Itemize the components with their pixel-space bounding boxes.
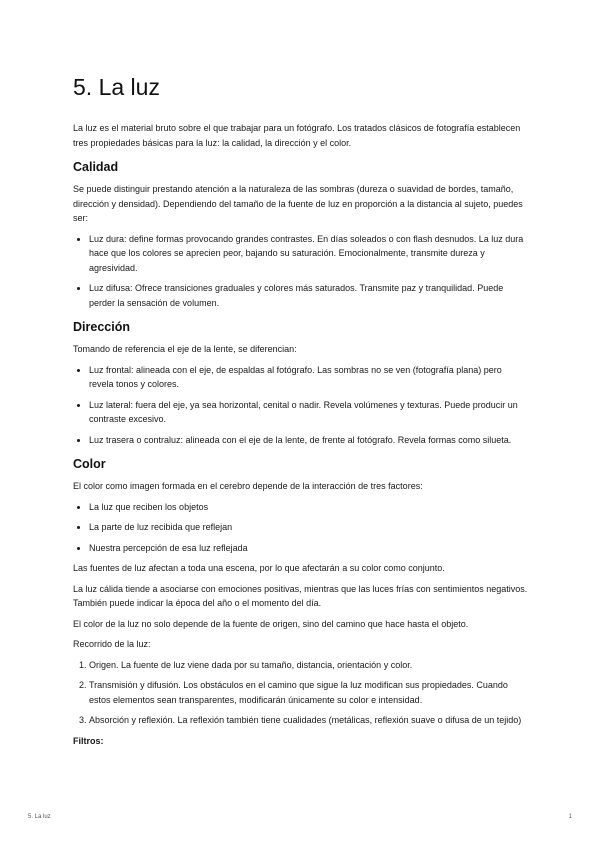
list-item: 3. Absorción y reflexión. La reflexión también tiene cualidades (metálicas, reflexión suave o difusa de un tejido) bbox=[89, 713, 528, 728]
filtros-label: Filtros: bbox=[73, 735, 104, 746]
footer-title: 5. La luz bbox=[28, 814, 51, 820]
list-item: • Luz difusa: Ofrece transiciones graduales y colores más saturados. Transmite paz y tranquilidad. Puede perder la sensación de volumen. bbox=[89, 281, 528, 310]
page-title: 5. La luz bbox=[73, 74, 160, 100]
list-item: • Luz frontal: alineada con el eje, de espaldas al fotógrafo. Las sombras no se ven (fotografía plana) pero revela tonos y colores. bbox=[89, 363, 528, 392]
direccion-list bbox=[73, 363, 528, 448]
recorrido-list bbox=[73, 658, 528, 728]
direccion-paragraph: Tomando de referencia el eje de la lente, se diferencian: bbox=[73, 344, 297, 354]
color-paragraph-3: La luz cálida tiende a asociarse con emociones positivas, mientras que las luces frías con sentimientos negativos. También puede indicar la época del año o el momento del día. bbox=[73, 583, 528, 608]
list-item: • La luz que reciben los objetos bbox=[89, 500, 528, 515]
list-item: 2. Transmisión y difusión. Los obstáculos en el camino que sigue la luz modifican sus propiedades. Cuando estos elementos sean transparentes, modificarán únicamente su color e intensidad. bbox=[89, 678, 528, 707]
list-item: • Luz dura: define formas provocando grandes contrastes. En días soleados o con flash desnudos. La luz dura hace que los colores se aprecien peor, bajando su saturación. Emocionalmente, transmite dureza y agresividad. bbox=[89, 232, 528, 276]
document-page bbox=[73, 74, 528, 754]
page-footer bbox=[28, 814, 572, 820]
section-heading-direccion: Dirección bbox=[73, 320, 130, 334]
list-item: 1. Origen. La fuente de luz viene dada por su tamaño, distancia, orientación y color. bbox=[89, 658, 528, 673]
list-item: • Luz trasera o contraluz: alineada con el eje de la lente, de frente al fotógrafo. Revela formas como silueta. bbox=[89, 433, 528, 448]
section-heading-color: Color bbox=[73, 457, 106, 471]
page-number: 1 bbox=[568, 814, 572, 820]
color-paragraph-2: Las fuentes de luz afectan a toda una escena, por lo que afectarán a su color como conjunto. bbox=[73, 563, 445, 573]
calidad-list bbox=[73, 232, 528, 311]
list-item: • La parte de luz recibida que reflejan bbox=[89, 520, 528, 535]
intro-paragraph: La luz es el material bruto sobre el que trabajar para un fotógrafo. Los tratados clásicos de fotografía establecen tres propiedades básicas para la luz: la calidad, la dirección y el color. bbox=[73, 123, 521, 148]
color-paragraph: El color como imagen formada en el cerebro depende de la interacción de tres factores: bbox=[73, 481, 423, 491]
list-item: • Luz lateral: fuera del eje, ya sea horizontal, cenital o nadir. Revela volúmenes y texturas. Puede producir un contraste excesivo. bbox=[89, 398, 528, 427]
calidad-paragraph: Se puede distinguir prestando atención a la naturaleza de las sombras (dureza o suavidad de bordes, tamaño, dirección y densidad). Dependiendo del tamaño de la fuente de luz en proporción a la distancia al sujeto, puedes ser: bbox=[73, 184, 523, 223]
color-paragraph-4: El color de la luz no solo depende de la fuente de origen, sino del camino que hace hasta el objeto. bbox=[73, 618, 469, 629]
section-heading-calidad: Calidad bbox=[73, 160, 119, 174]
list-item: • Nuestra percepción de esa luz reflejada bbox=[89, 541, 528, 556]
color-factors-list bbox=[73, 500, 528, 556]
recorrido-label: Recorrido de la luz: bbox=[73, 639, 151, 649]
